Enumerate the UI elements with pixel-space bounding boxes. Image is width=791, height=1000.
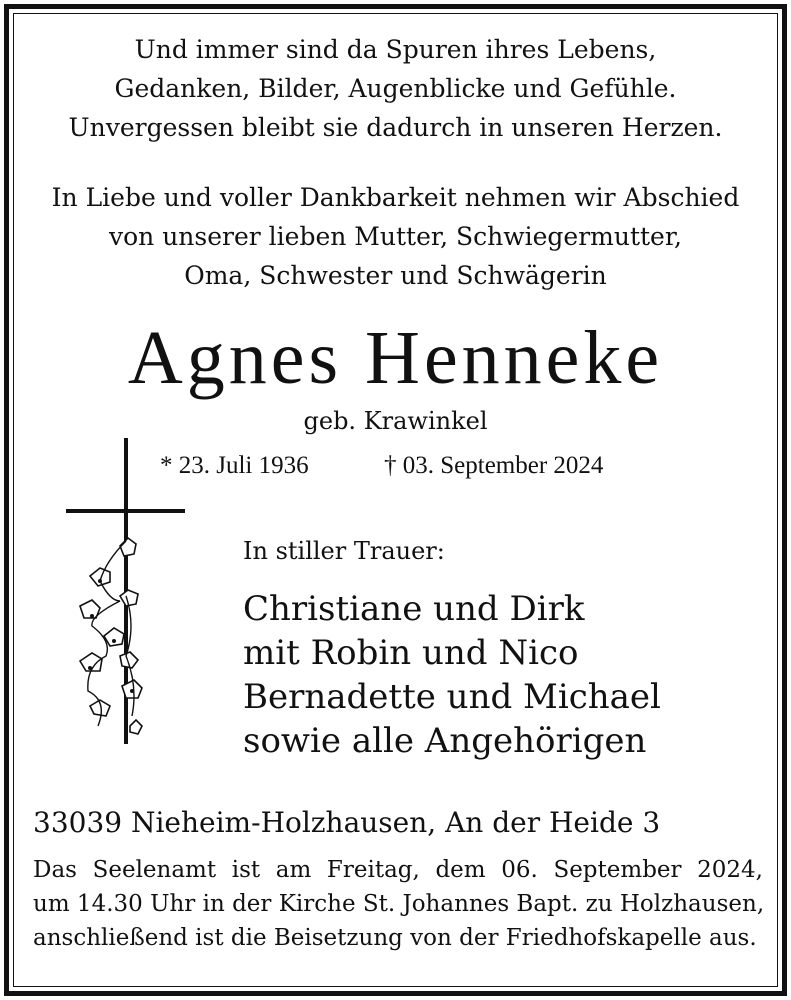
address: 33039 Nieheim-Holzhausen, An der Heide 3 (33, 806, 661, 839)
birth-date: * 23. Juli 1936 (160, 452, 309, 479)
service-line: anschließend ist die Beisetzung von der Friedhofskapelle aus. (33, 925, 757, 951)
poem (0, 30, 791, 147)
birth-name: geb. Krawinkel (303, 407, 488, 435)
mourner-line: sowie alle Angehörigen (243, 721, 647, 761)
service-info (33, 853, 763, 955)
mourning-label: In stiller Trauer: (243, 537, 445, 565)
mourners-list (243, 587, 661, 763)
death-date: † 03. September 2024 (384, 452, 604, 479)
farewell-text (0, 178, 791, 295)
farewell-line: In Liebe und voller Dankbarkeit nehmen wir Abschied (51, 183, 740, 212)
poem-line: Und immer sind da Spuren ihres Lebens, (134, 35, 657, 64)
poem-line: Unvergessen bleibt sie dadurch in unseren Herzen. (68, 113, 723, 142)
deceased-name: Agnes Henneke (127, 316, 664, 400)
farewell-line: Oma, Schwester und Schwägerin (184, 261, 607, 290)
service-line: um 14.30 Uhr in der Kirche St. Johannes Bapt. zu Holzhausen, (33, 891, 765, 917)
farewell-line: von unserer lieben Mutter, Schwiegermutter, (108, 222, 683, 251)
mourner-line: Christiane und Dirk (243, 589, 585, 629)
mourner-line: mit Robin und Nico (243, 633, 579, 673)
mourner-line: Bernadette und Michael (243, 677, 661, 717)
service-line: Das Seelenamt ist am Freitag, dem 06. September 2024, (33, 857, 763, 883)
poem-line: Gedanken, Bilder, Augenblicke und Gefühle. (114, 74, 677, 103)
cross-with-ivy-icon (60, 436, 200, 776)
